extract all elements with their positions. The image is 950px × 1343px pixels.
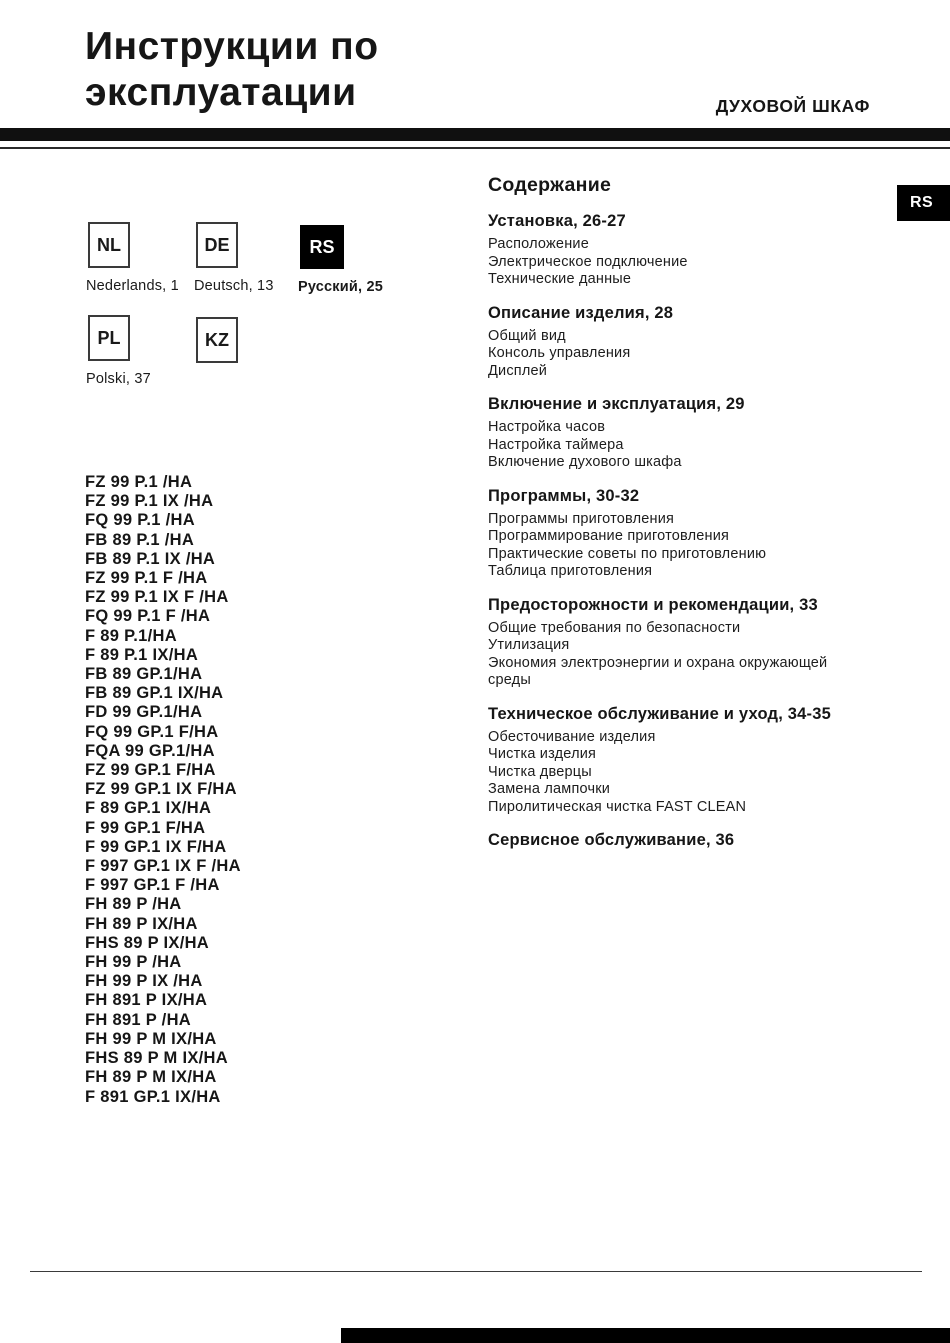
lang-label-pl: Polski, 37 (86, 371, 151, 387)
lang-cell-pl (88, 315, 151, 387)
toc-item-list (488, 511, 870, 581)
model-number: F 89 P.1 IX/HA (85, 645, 199, 664)
model-number: FHS 89 P IX/HA (85, 933, 210, 952)
toc-item: Электрическое подключение (488, 253, 688, 270)
lang-badge-nl: NL (88, 222, 130, 268)
toc-section-maintenance (488, 704, 870, 817)
model-number: FQ 99 GP.1 F/HA (85, 722, 219, 741)
toc-item: Общий вид (488, 327, 566, 344)
page-title: Инструкции по эксплуатации (85, 25, 379, 115)
model-number: FQ 99 P.1 F /HA (85, 607, 211, 626)
lang-cell-de (196, 222, 274, 294)
toc-section-product-description (488, 303, 870, 381)
model-number: FZ 99 P.1 F /HA (85, 569, 208, 588)
toc-item: Общие требования по безопасности (488, 619, 741, 636)
toc-section-title: Сервисное обслуживание, 36 (488, 831, 735, 849)
model-number: F 99 GP.1 IX F/HA (85, 837, 227, 856)
toc-item: Программирование приготовления (488, 528, 730, 544)
toc-item: Дисплей (488, 362, 548, 379)
toc-section-start-and-use (488, 394, 870, 472)
lang-cell-kz (196, 317, 238, 373)
model-number: F 89 P.1/HA (85, 626, 177, 645)
toc-item-list (488, 729, 870, 817)
model-number: FH 99 P /HA (85, 953, 182, 972)
lang-badge-pl: PL (88, 315, 130, 361)
toc-item: Включение духового шкафа (488, 454, 682, 470)
toc-item: Настройка таймера (488, 436, 624, 453)
model-number: FH 89 P M IX/HA (85, 1068, 217, 1087)
toc-item: Пиролитическая чистка FAST CLEAN (488, 798, 747, 815)
model-number: FQA 99 GP.1/HA (85, 741, 215, 760)
toc-item: Консоль управления (488, 345, 631, 361)
toc-section-installation (488, 211, 870, 289)
lang-cell-rs (300, 225, 383, 295)
toc-item: Программы приготовления (488, 510, 675, 527)
model-number: FD 99 GP.1/HA (85, 703, 203, 722)
toc-item: Практические советы по приготовлению (488, 545, 767, 562)
model-number: FZ 99 GP.1 F/HA (85, 761, 216, 780)
toc-section-title: Техническое обслуживание и уход, 34-35 (488, 704, 831, 723)
toc-item: Чистка дверцы (488, 763, 592, 780)
model-number: FHS 89 P M IX/HA (85, 1049, 228, 1068)
model-number: FH 89 P /HA (85, 895, 182, 914)
toc-item-list (488, 419, 870, 472)
model-number: FB 89 GP.1/HA (85, 665, 203, 684)
model-number: F 891 GP.1 IX/HA (85, 1087, 221, 1106)
model-number: FZ 99 P.1 /HA (85, 473, 193, 491)
lang-cell-nl (88, 222, 179, 294)
toc-title: Содержание (488, 174, 612, 196)
language-corner-tab: RS (897, 185, 950, 221)
toc-item: Чистка изделия (488, 746, 597, 762)
model-number: FH 99 P M IX/HA (85, 1029, 217, 1048)
header-divider-thin (0, 147, 950, 149)
lang-badge-de: DE (196, 222, 238, 268)
model-number: FZ 99 P.1 IX /HA (85, 492, 214, 511)
toc-section-programs (488, 486, 870, 581)
lang-label-rs: Русский, 25 (298, 279, 383, 295)
model-number: FQ 99 P.1 /HA (85, 511, 195, 530)
toc-item: Экономия электроэнергии и охрана окружающей среды (488, 654, 828, 688)
page-bottom-rule (30, 1271, 922, 1272)
model-number: FB 89 P.1 IX /HA (85, 549, 216, 568)
model-number: FH 891 P /HA (85, 1010, 191, 1029)
lang-badge-rs: RS (300, 225, 344, 269)
toc-item: Расположение (488, 236, 589, 252)
model-number: F 89 GP.1 IX/HA (85, 799, 212, 818)
toc-item-list (488, 328, 870, 381)
toc-section-title: Программы, 30-32 (488, 486, 640, 505)
model-number: F 99 GP.1 F/HA (85, 818, 206, 837)
toc-item: Настройка часов (488, 419, 606, 435)
toc-section-precautions (488, 595, 870, 690)
appliance-type-label: ДУХОВОЙ ШКАФ (715, 96, 870, 116)
toc-section-title: Установка, 26-27 (488, 212, 626, 230)
lang-badge-kz: KZ (196, 317, 238, 363)
model-number: FB 89 P.1 /HA (85, 530, 195, 549)
model-number: FH 89 P IX/HA (85, 914, 198, 933)
toc-item-list (488, 620, 870, 690)
toc-item-list (488, 236, 870, 289)
header-divider-thick (0, 128, 950, 141)
toc-item: Утилизация (488, 637, 570, 653)
model-number: F 997 GP.1 F /HA (85, 876, 220, 895)
model-number: FZ 99 GP.1 IX F/HA (85, 780, 237, 799)
toc-item: Замена лампочки (488, 781, 611, 797)
model-list (85, 473, 241, 1107)
toc-section-title: Описание изделия, 28 (488, 303, 674, 322)
model-number: FH 891 P IX/HA (85, 991, 208, 1010)
toc-section-service (488, 830, 870, 851)
model-number: F 997 GP.1 IX F /HA (85, 857, 241, 876)
table-of-contents (488, 174, 870, 855)
toc-section-title: Предосторожности и рекомендации, 33 (488, 595, 818, 614)
lang-label-de: Deutsch, 13 (194, 278, 274, 294)
model-number: FB 89 GP.1 IX/HA (85, 684, 224, 703)
toc-item: Таблица приготовления (488, 563, 653, 579)
model-number: FZ 99 P.1 IX F /HA (85, 588, 229, 607)
toc-item: Обесточивание изделия (488, 728, 656, 745)
footer-black-bar (341, 1328, 950, 1343)
toc-item: Технические данные (488, 271, 632, 287)
toc-section-title: Включение и эксплуатация, 29 (488, 395, 745, 413)
lang-label-nl: Nederlands, 1 (86, 278, 179, 294)
model-number: FH 99 P IX /HA (85, 972, 203, 991)
